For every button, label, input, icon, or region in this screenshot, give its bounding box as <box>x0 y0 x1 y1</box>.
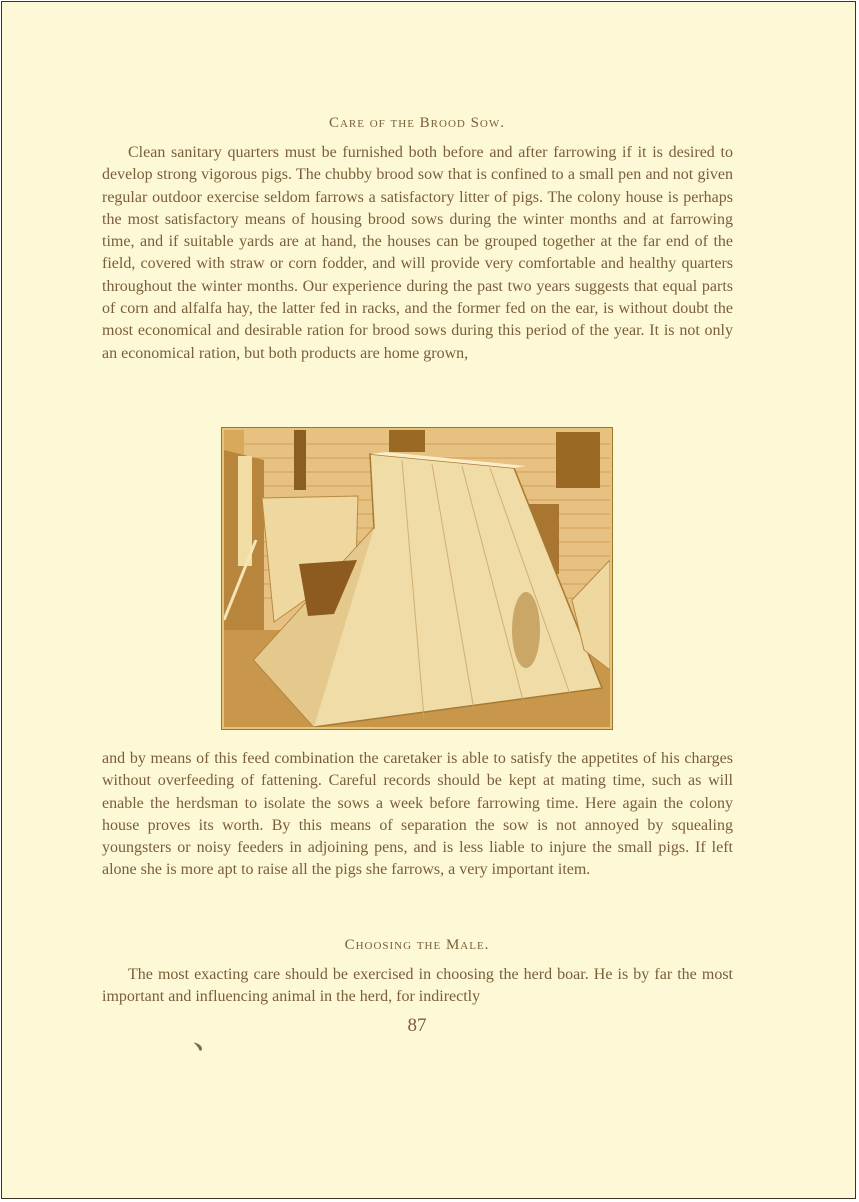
section-heading-choosing-the-male: Choosing the Male. <box>344 937 490 953</box>
paragraph-care-of-brood-sow: Clean sanitary quarters must be furnished both before and after farrowing if it is desired to develop strong vigorous pigs. The chubby brood sow that is confined to a small pen and not given regular outdoor exercise seldom farrows a satisfactory litter of pigs. The colony house is perhaps the most satisfactory means of housing brood sows during the winter months and at farrowing time, and if suitable yards are at hand, the houses can be grouped together at the far end of the field, covered with straw or corn fodder, and will provide very comfortable and healthy quarters throughout the winter months. Our experience during the past two years suggests that equal parts of corn and alfalfa hay, the latter fed in racks, and the former fed on the ear, is without doubt the most economical and desirable ration for brood sows during this period of the year. It is not only an economical ration, but both products are home grown, <box>102 144 733 362</box>
paragraph-feed-combination: and by means of this feed combination the caretaker is able to satisfy the appetites of his charges without overfeeding of fattening. Careful records should be kept at mating time, such as will enable the herdsman to isolate the sows a week before farrowing time. Here again the colony house proves its worth. By this means of separation the sow is not annoyed by squealing youngsters or noisy feeders in adjoining pens, and is less liable to injure the small pigs. If left alone she is more apt to raise all the pigs she farrows, a very important item. <box>102 750 733 879</box>
paragraph-choosing-the-male: The most exacting care should be exercised in choosing the herd boar. He is by far the most important and influencing animal in the herd, for indirectly <box>102 966 733 1006</box>
book-page <box>1 1 856 1199</box>
colony-house-photo <box>221 427 613 730</box>
ink-speck-mark: ﹅ <box>192 1040 205 1054</box>
section-heading-care-of-brood-sow: Care of the Brood Sow. <box>328 115 506 131</box>
colony-house-illustration <box>224 430 610 727</box>
page-number: 87 <box>407 1015 427 1036</box>
